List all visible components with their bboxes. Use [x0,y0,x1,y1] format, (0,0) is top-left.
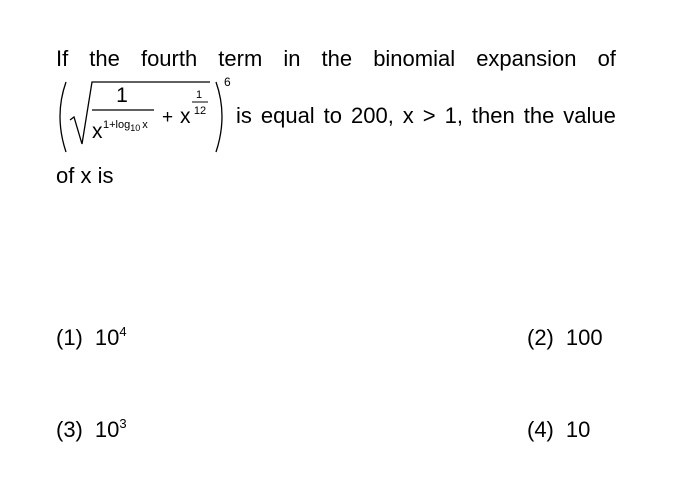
word: equal [260,103,315,128]
word: is [236,103,252,128]
option-value [95,323,127,356]
denominator-exponent: $1+\log_{10}$ x [103,119,148,133]
option-base: 10 [94,417,120,442]
word: 1, [444,103,463,128]
question-line-1 [56,44,616,74]
denominator-base: x [92,120,103,143]
option-1[interactable] [56,323,127,356]
option-base: 100 [565,325,603,350]
question-line-2 [236,101,616,131]
option-label: (3) [56,417,83,442]
word: in [283,46,301,71]
plus-sign: + [162,107,174,128]
option-4[interactable] [527,415,590,445]
option-3[interactable] [56,415,127,448]
word: term [218,46,263,71]
exponent-denominator: 12 [193,105,207,117]
option-base: 10 [94,325,120,350]
word: expansion [476,46,577,71]
binomial-expression-svg [56,72,246,162]
option-2[interactable] [527,323,603,353]
option-power: 3 [119,416,127,431]
exponent-numerator: 1 [195,89,203,101]
right-parenthesis [216,82,222,152]
word: value [563,103,616,128]
word: fourth [140,46,198,71]
word: binomial [373,46,456,71]
word: the [523,103,555,128]
option-value [566,415,590,445]
option-label: (4) [527,417,554,442]
word: the [321,46,353,71]
option-power: 4 [119,324,127,339]
fraction-numerator: 1 [116,84,128,107]
word: then [471,103,515,128]
option-value [566,323,603,353]
word: > [422,103,436,128]
binomial-expression [56,72,246,162]
question-line-3: of x is [56,163,114,188]
word: of [597,46,616,71]
word: to [323,103,343,128]
word: If [56,46,69,71]
option-label: (2) [527,325,554,350]
option-label: (1) [56,325,83,350]
left-parenthesis [60,82,66,152]
word: 200, [351,103,394,128]
outer-power: 6 [224,75,231,89]
second-term-base: x [180,105,191,128]
word: x [402,103,414,128]
option-value [95,415,127,448]
option-base: 10 [565,417,591,442]
word: the [89,46,120,71]
